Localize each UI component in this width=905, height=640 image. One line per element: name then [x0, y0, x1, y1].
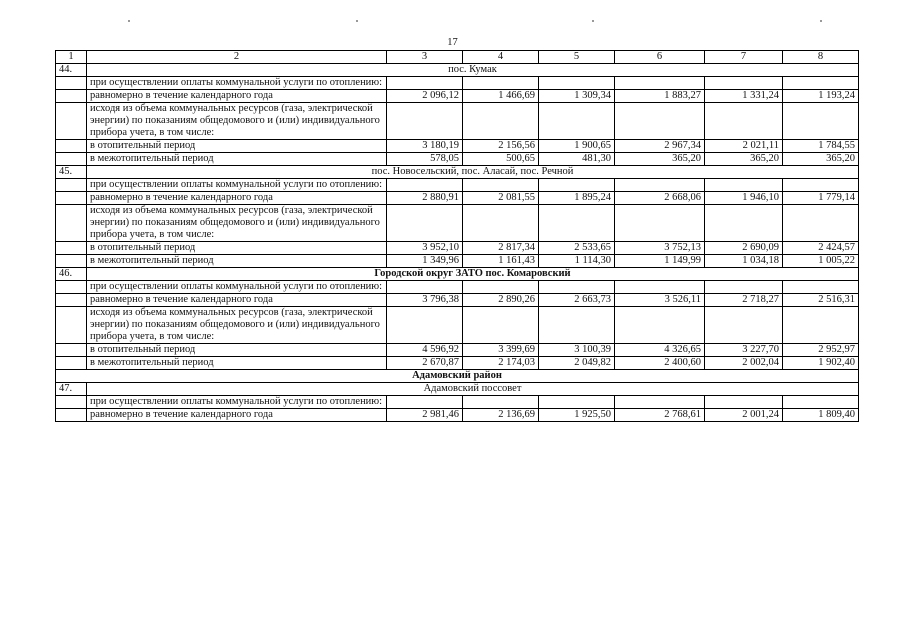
- value-cell: [783, 103, 859, 140]
- empty-cell: [56, 344, 87, 357]
- value-cell: 2 156,56: [463, 140, 539, 153]
- value-cell: 2 002,04: [705, 357, 783, 370]
- value-cell: 1 779,14: [783, 192, 859, 205]
- row-label: при осуществлении оплаты коммунальной услуги по отоплению:: [87, 77, 387, 90]
- value-cell: 1 900,65: [539, 140, 615, 153]
- table-row: [56, 77, 859, 90]
- value-cell: [615, 77, 705, 90]
- value-cell: 2 081,55: [463, 192, 539, 205]
- value-cell: 1 161,43: [463, 255, 539, 268]
- value-cell: 365,20: [705, 153, 783, 166]
- page-number: 17: [447, 37, 458, 48]
- table-row: [56, 192, 859, 205]
- table-row: [56, 205, 859, 242]
- value-cell: 3 752,13: [615, 242, 705, 255]
- empty-cell: [56, 281, 87, 294]
- column-number: 6: [615, 51, 705, 64]
- scan-speck: [592, 20, 594, 22]
- row-label: в межотопительный период: [87, 153, 387, 166]
- settlement-heading-row: [56, 64, 859, 77]
- value-cell: 1 809,40: [783, 409, 859, 422]
- value-cell: [387, 307, 463, 344]
- value-cell: 1 005,22: [783, 255, 859, 268]
- empty-cell: [56, 396, 87, 409]
- value-cell: [463, 307, 539, 344]
- column-number-row: [56, 51, 859, 64]
- tariff-table: [55, 50, 859, 422]
- value-cell: 365,20: [615, 153, 705, 166]
- value-cell: [615, 103, 705, 140]
- value-cell: 1 034,18: [705, 255, 783, 268]
- value-cell: 2 663,73: [539, 294, 615, 307]
- value-cell: 2 516,31: [783, 294, 859, 307]
- table-row: [56, 409, 859, 422]
- empty-cell: [56, 205, 87, 242]
- value-cell: 4 596,92: [387, 344, 463, 357]
- row-label: равномерно в течение календарного года: [87, 192, 387, 205]
- district-title: Адамовский район: [56, 370, 859, 383]
- settlement-title: Адамовский поссовет: [87, 383, 859, 396]
- empty-cell: [56, 357, 87, 370]
- value-cell: 1 114,30: [539, 255, 615, 268]
- table-row: [56, 255, 859, 268]
- empty-cell: [56, 409, 87, 422]
- value-cell: 2 952,97: [783, 344, 859, 357]
- value-cell: [783, 281, 859, 294]
- empty-cell: [56, 140, 87, 153]
- value-cell: [705, 103, 783, 140]
- settlement-heading-row: [56, 383, 859, 396]
- empty-cell: [56, 77, 87, 90]
- value-cell: [539, 179, 615, 192]
- value-cell: 2 817,34: [463, 242, 539, 255]
- value-cell: 2 001,24: [705, 409, 783, 422]
- row-label: в межотопительный период: [87, 255, 387, 268]
- value-cell: 1 309,34: [539, 90, 615, 103]
- value-cell: [615, 205, 705, 242]
- value-cell: [705, 179, 783, 192]
- value-cell: [539, 396, 615, 409]
- value-cell: [387, 281, 463, 294]
- empty-cell: [56, 179, 87, 192]
- settlement-title: Городской округ ЗАТО пос. Комаровский: [87, 268, 859, 281]
- column-number: 7: [705, 51, 783, 64]
- row-label: в межотопительный период: [87, 357, 387, 370]
- value-cell: 2 981,46: [387, 409, 463, 422]
- district-heading-row: [56, 370, 859, 383]
- value-cell: [783, 179, 859, 192]
- value-cell: [705, 307, 783, 344]
- value-cell: 2 096,12: [387, 90, 463, 103]
- table-row: [56, 153, 859, 166]
- value-cell: [539, 103, 615, 140]
- value-cell: 2 768,61: [615, 409, 705, 422]
- settlement-heading-row: [56, 166, 859, 179]
- column-number: 2: [87, 51, 387, 64]
- value-cell: [463, 281, 539, 294]
- value-cell: 2 049,82: [539, 357, 615, 370]
- table-row: [56, 294, 859, 307]
- value-cell: [463, 396, 539, 409]
- table-row: [56, 357, 859, 370]
- row-label: в отопительный период: [87, 344, 387, 357]
- value-cell: 4 326,65: [615, 344, 705, 357]
- value-cell: 1 946,10: [705, 192, 783, 205]
- value-cell: 1 331,24: [705, 90, 783, 103]
- value-cell: [539, 77, 615, 90]
- row-label: исходя из объема коммунальных ресурсов (газа, электрической энергии) по показаниям общедомового и (или) индивидуального прибора учета, в том числе:: [87, 205, 387, 242]
- table-row: [56, 242, 859, 255]
- scan-speck: [820, 20, 822, 22]
- value-cell: 365,20: [783, 153, 859, 166]
- value-cell: 3 180,19: [387, 140, 463, 153]
- column-number: 4: [463, 51, 539, 64]
- row-label: равномерно в течение календарного года: [87, 294, 387, 307]
- empty-cell: [56, 255, 87, 268]
- value-cell: [463, 77, 539, 90]
- value-cell: [705, 396, 783, 409]
- value-cell: 2 967,34: [615, 140, 705, 153]
- value-cell: [615, 281, 705, 294]
- value-cell: [463, 103, 539, 140]
- row-label: равномерно в течение календарного года: [87, 409, 387, 422]
- item-number: 45.: [56, 166, 87, 179]
- settlement-title: пос. Новосельский, пос. Аласай, пос. Речной: [87, 166, 859, 179]
- value-cell: [615, 307, 705, 344]
- column-number: 3: [387, 51, 463, 64]
- empty-cell: [56, 242, 87, 255]
- value-cell: 578,05: [387, 153, 463, 166]
- value-cell: [615, 179, 705, 192]
- row-label: равномерно в течение календарного года: [87, 90, 387, 103]
- column-number: 8: [783, 51, 859, 64]
- value-cell: [539, 307, 615, 344]
- value-cell: 2 670,87: [387, 357, 463, 370]
- value-cell: [387, 396, 463, 409]
- value-cell: [463, 179, 539, 192]
- settlement-heading-row: [56, 268, 859, 281]
- table-row: [56, 281, 859, 294]
- settlement-title: пос. Кумак: [87, 64, 859, 77]
- value-cell: 3 399,69: [463, 344, 539, 357]
- column-number: 5: [539, 51, 615, 64]
- column-number: 1: [56, 51, 87, 64]
- value-cell: 3 952,10: [387, 242, 463, 255]
- value-cell: 2 533,65: [539, 242, 615, 255]
- row-label: при осуществлении оплаты коммунальной услуги по отоплению:: [87, 179, 387, 192]
- table-row: [56, 90, 859, 103]
- scan-speck: [128, 20, 130, 22]
- value-cell: [783, 205, 859, 242]
- value-cell: 1 895,24: [539, 192, 615, 205]
- row-label: исходя из объема коммунальных ресурсов (газа, электрической энергии) по показаниям общедомового и (или) индивидуального прибора учета, в том числе:: [87, 103, 387, 140]
- table-row: [56, 103, 859, 140]
- value-cell: 500,65: [463, 153, 539, 166]
- value-cell: 1 883,27: [615, 90, 705, 103]
- value-cell: 1 902,40: [783, 357, 859, 370]
- value-cell: [705, 281, 783, 294]
- value-cell: [783, 77, 859, 90]
- value-cell: 1 784,55: [783, 140, 859, 153]
- row-label: при осуществлении оплаты коммунальной услуги по отоплению:: [87, 281, 387, 294]
- value-cell: 1 925,50: [539, 409, 615, 422]
- empty-cell: [56, 294, 87, 307]
- row-label: в отопительный период: [87, 140, 387, 153]
- value-cell: 1 193,24: [783, 90, 859, 103]
- value-cell: 2 718,27: [705, 294, 783, 307]
- table-row: [56, 307, 859, 344]
- value-cell: 3 227,70: [705, 344, 783, 357]
- table-row: [56, 140, 859, 153]
- empty-cell: [56, 103, 87, 140]
- value-cell: 2 880,91: [387, 192, 463, 205]
- scan-speck: [356, 20, 358, 22]
- item-number: 47.: [56, 383, 87, 396]
- empty-cell: [56, 90, 87, 103]
- value-cell: [615, 396, 705, 409]
- value-cell: 2 424,57: [783, 242, 859, 255]
- table-row: [56, 179, 859, 192]
- value-cell: 481,30: [539, 153, 615, 166]
- value-cell: 1 349,96: [387, 255, 463, 268]
- table-row: [56, 344, 859, 357]
- value-cell: [783, 307, 859, 344]
- value-cell: [387, 103, 463, 140]
- value-cell: [463, 205, 539, 242]
- value-cell: 1 149,99: [615, 255, 705, 268]
- value-cell: 1 466,69: [463, 90, 539, 103]
- value-cell: 3 796,38: [387, 294, 463, 307]
- row-label: при осуществлении оплаты коммунальной услуги по отоплению:: [87, 396, 387, 409]
- value-cell: [783, 396, 859, 409]
- item-number: 46.: [56, 268, 87, 281]
- value-cell: 3 526,11: [615, 294, 705, 307]
- value-cell: [539, 205, 615, 242]
- empty-cell: [56, 192, 87, 205]
- value-cell: [705, 205, 783, 242]
- value-cell: [539, 281, 615, 294]
- row-label: в отопительный период: [87, 242, 387, 255]
- empty-cell: [56, 307, 87, 344]
- value-cell: 2 021,11: [705, 140, 783, 153]
- table-row: [56, 396, 859, 409]
- value-cell: 2 690,09: [705, 242, 783, 255]
- value-cell: [705, 77, 783, 90]
- value-cell: 2 890,26: [463, 294, 539, 307]
- value-cell: [387, 205, 463, 242]
- value-cell: 3 100,39: [539, 344, 615, 357]
- empty-cell: [56, 153, 87, 166]
- row-label: исходя из объема коммунальных ресурсов (газа, электрической энергии) по показаниям общедомового и (или) индивидуального прибора учета, в том числе:: [87, 307, 387, 344]
- item-number: 44.: [56, 64, 87, 77]
- value-cell: 2 400,60: [615, 357, 705, 370]
- value-cell: [387, 77, 463, 90]
- value-cell: 2 668,06: [615, 192, 705, 205]
- value-cell: 2 174,03: [463, 357, 539, 370]
- value-cell: 2 136,69: [463, 409, 539, 422]
- value-cell: [387, 179, 463, 192]
